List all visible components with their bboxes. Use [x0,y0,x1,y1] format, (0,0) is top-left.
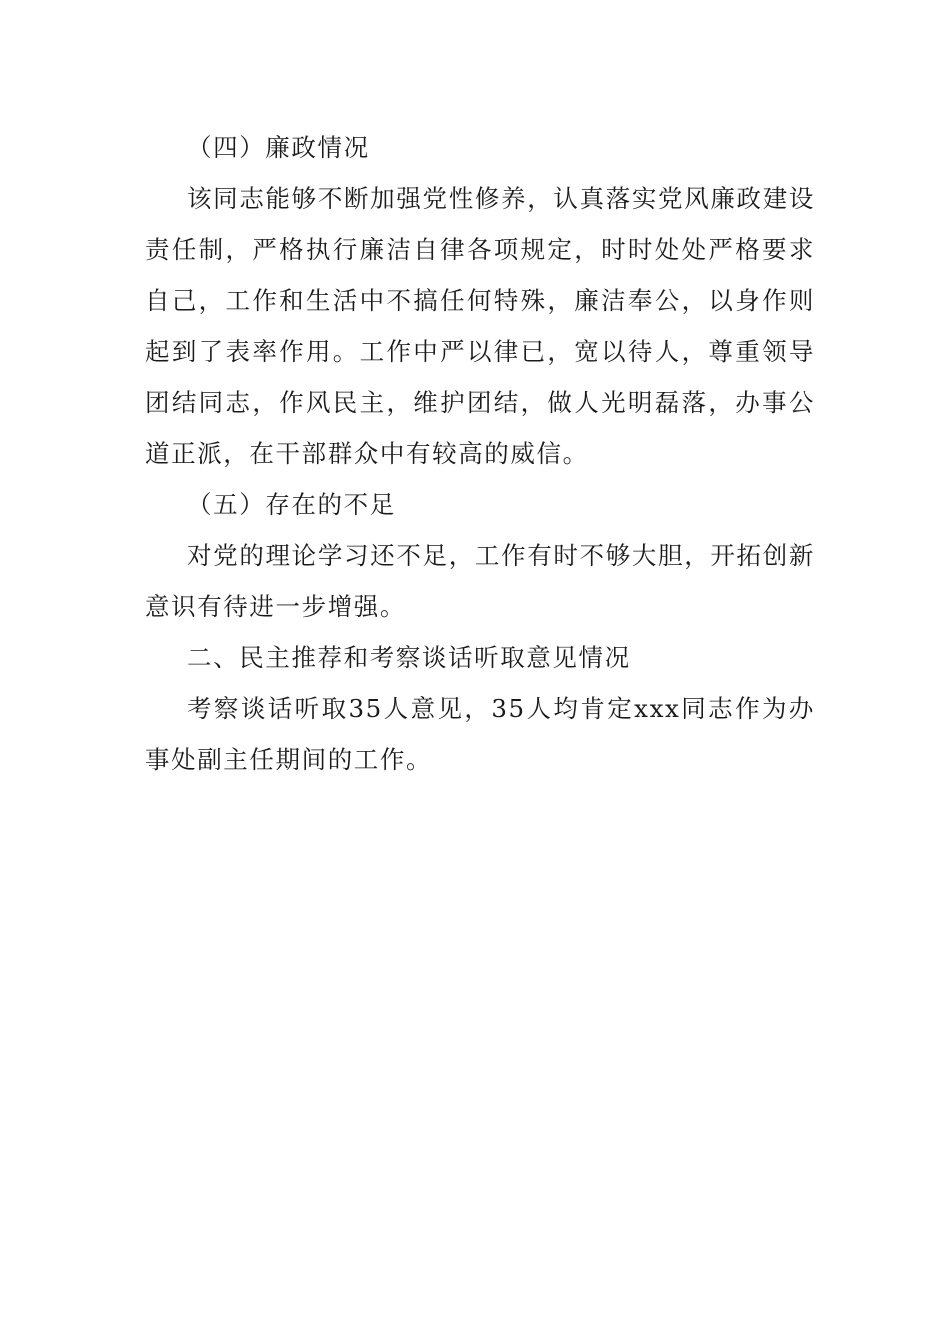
paragraph-integrity: 该同志能够不断加强党性修养，认真落实党风廉政建设责任制，严格执行廉洁自律各项规定，时时处处严格要求自己，工作和生活中不搞任何特殊，廉洁奉公，以身作则起到了表率作用。工作中严以律已，宽以待人，尊重领导团结同志，作风民主，维护团结，做人光明磊落，办事公道正派，在干部群众中有较高的威信。 [145,184,815,468]
paragraph-shortcomings: 对党的理论学习还不足，工作有时不够大胆，开拓创新意识有待进一步增强。 [145,541,815,621]
document-body [145,122,815,785]
section-heading-shortcomings: （五）存在的不足 [187,490,396,519]
section-heading-integrity: （四）廉政情况 [187,133,370,162]
section-heading-recommendation: 二、民主推荐和考察谈话听取意见情况 [187,643,631,672]
paragraph-recommendation: 考察谈话听取35人意见，35人均肯定xxx同志作为办事处副主任期间的工作。 [145,694,815,774]
